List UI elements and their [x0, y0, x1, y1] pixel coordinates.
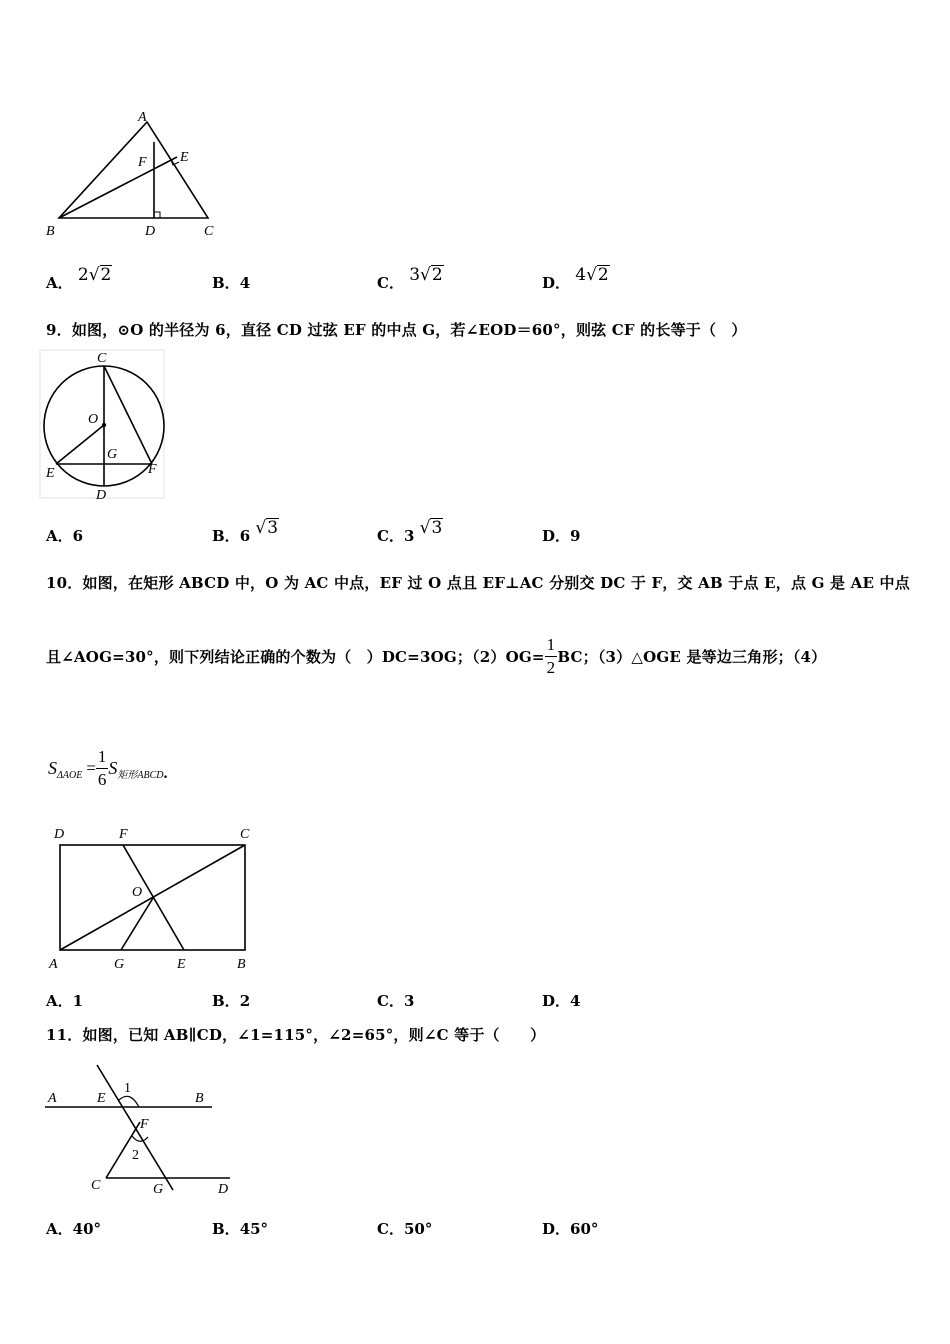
label-c: C	[91, 1178, 101, 1193]
label-c: C	[97, 351, 107, 366]
label-e: E	[46, 466, 55, 481]
option-value: 40°	[72, 1220, 102, 1238]
option-key: C．	[377, 274, 404, 292]
q11-option-a[interactable]	[46, 1218, 101, 1239]
radical-expression: 2√2	[77, 265, 112, 285]
q8-option-d[interactable]	[542, 265, 610, 293]
label-c: C	[204, 224, 214, 239]
label-o: O	[88, 412, 99, 427]
q10-option-a[interactable]	[46, 990, 83, 1011]
label-f: F	[140, 1117, 149, 1132]
q10-option-b[interactable]	[212, 990, 250, 1011]
q8-option-b[interactable]	[212, 272, 250, 293]
q11-text: 11．如图，已知 AB∥CD，∠1=115°，∠2=65°，则∠C 等于（ ）	[46, 1026, 546, 1044]
q9-option-c[interactable]	[377, 518, 443, 546]
option-key: C．	[377, 992, 404, 1010]
label-a: A	[138, 110, 147, 125]
label-g: G	[153, 1182, 164, 1197]
q8-triangle-figure	[40, 105, 230, 245]
label-e: E	[97, 1091, 106, 1106]
option-value: 3	[403, 992, 415, 1010]
label-f: F	[119, 827, 128, 842]
q10-rectangle-figure	[44, 820, 264, 975]
option-key: B．	[212, 1220, 240, 1238]
option-coef: 6	[239, 527, 251, 545]
q10-line2-part1: 且∠AOG=30°，则下列结论正确的个数为（ ）DC=3OG；（2）OG=	[46, 648, 545, 666]
option-key: B．	[212, 274, 240, 292]
q9-circle-figure	[38, 348, 170, 504]
radical-expression: √3	[419, 518, 443, 538]
q8-option-c[interactable]	[377, 265, 444, 293]
option-value: 6	[72, 527, 84, 545]
label-a: A	[49, 957, 58, 972]
label-d: D	[218, 1182, 229, 1197]
q10-option-d[interactable]	[542, 990, 580, 1011]
radical-expression: 3√2	[409, 265, 443, 285]
option-coef: 3	[403, 527, 415, 545]
q9-option-d[interactable]	[542, 525, 580, 546]
q9-text: 9．如图，⊙O 的半径为 6，直径 CD 过弦 EF 的中点 G，若∠EOD＝60°，则弦 CF 的长等于（ ）	[46, 321, 747, 339]
option-key: A．	[46, 274, 73, 292]
label-b: B	[195, 1091, 204, 1106]
option-value: 45°	[239, 1220, 269, 1238]
option-value: 9	[570, 527, 581, 545]
option-value: 1	[72, 992, 84, 1010]
label-f: F	[148, 462, 157, 477]
center-dot	[102, 423, 106, 427]
option-value: 4	[239, 274, 251, 292]
option-key: A．	[46, 992, 73, 1010]
segment-oe	[56, 425, 104, 464]
label-e: E	[180, 150, 189, 165]
q11-option-d[interactable]	[542, 1218, 598, 1239]
fraction-one-half: $\frac{1}{2}$	[546, 635, 556, 677]
q11-option-b[interactable]	[212, 1218, 268, 1239]
right-angle-d	[154, 212, 160, 218]
option-key: D．	[542, 1220, 571, 1238]
option-value: 60°	[570, 1220, 599, 1238]
label-a: A	[48, 1091, 57, 1106]
label-angle-1: 1	[124, 1081, 131, 1096]
q11-parallel-lines-figure	[40, 1060, 240, 1200]
q10-text-line1: 10．如图，在矩形 ABCD 中，O 为 AC 中点，EF 过 O 点且 EF⊥AC 分别交 DC 于 F，交 AB 于点 E，点 G 是 AE 中点	[46, 574, 910, 592]
label-g: G	[114, 957, 125, 972]
option-key: B．	[212, 992, 240, 1010]
option-key: D．	[542, 992, 571, 1010]
q10-line2-part2: BC；（3）△OGE 是等边三角形；（4）	[557, 648, 827, 666]
q10-option-c[interactable]	[377, 990, 414, 1011]
label-c: C	[240, 827, 250, 842]
altitude-be	[59, 157, 177, 218]
radical-expression: 4√2	[575, 265, 609, 285]
option-key: D．	[542, 527, 571, 545]
label-e: E	[177, 957, 186, 972]
option-value: 2	[239, 992, 251, 1010]
q10-area-formula: $S_{\Delta AOE}$ = $\frac{1}{6}$ $S_{矩形ABCD}$.	[48, 747, 168, 789]
option-key: C．	[377, 1220, 404, 1238]
diagonal-ac	[60, 845, 245, 950]
q10-text-line2	[46, 634, 826, 679]
option-key: A．	[46, 527, 73, 545]
label-b: B	[46, 224, 55, 239]
q11-option-c[interactable]	[377, 1218, 432, 1239]
transversal-eg	[97, 1065, 173, 1190]
option-value: 50°	[403, 1220, 433, 1238]
radical-expression: √3	[255, 518, 279, 538]
label-d: D	[145, 224, 156, 239]
q9-option-b[interactable]	[212, 518, 279, 546]
option-key: A．	[46, 1220, 73, 1238]
label-d: D	[96, 488, 107, 503]
label-f: F	[138, 155, 147, 170]
label-b: B	[237, 957, 246, 972]
option-key: B．	[212, 527, 240, 545]
q8-option-a[interactable]	[46, 265, 112, 293]
label-g: G	[107, 447, 118, 462]
option-key: D．	[542, 274, 571, 292]
label-angle-2: 2	[132, 1148, 139, 1163]
option-key: C．	[377, 527, 404, 545]
triangle-abc	[59, 122, 208, 218]
option-value: 4	[570, 992, 581, 1010]
q9-option-a[interactable]	[46, 525, 83, 546]
label-d: D	[54, 827, 65, 842]
label-o: O	[132, 885, 143, 900]
